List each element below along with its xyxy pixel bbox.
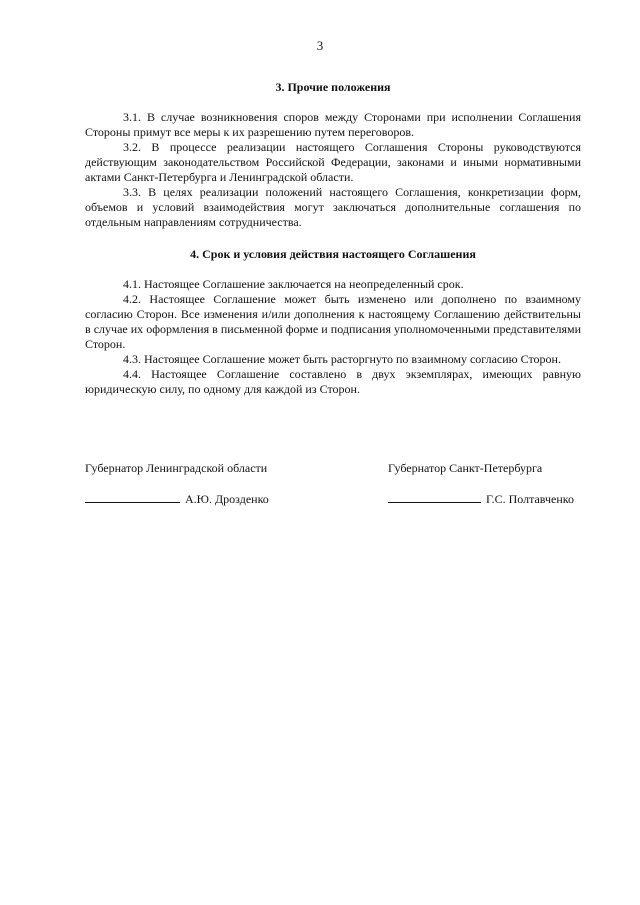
paragraph-4-1: 4.1. Настоящее Соглашение заключается на неопределенный срок. [123,277,464,291]
page-number: 3 [316,38,324,53]
signatory-name-left: А.Ю. Дрозденко [185,492,269,506]
section-4-title: 4. Срок и условия действия настоящего Соглашения [190,247,476,261]
signature-line-row-right [388,491,574,507]
signature-left [85,461,305,506]
section-other-provisions [85,80,581,230]
signature-line-left [85,491,180,503]
paragraph-4-2: 4.2. Настоящее Соглашение может быть изменено или дополнено по взаимному согласию Сторон. Все изменения и/или дополнения к настоящему Соглашению действительны в случае их оформления в письменной форме и подписания уполномоченными представителями Сторон. [85,292,581,351]
signature-line-right [388,491,481,503]
signatory-title-right: Губернатор Санкт-Петербурга [388,461,543,475]
paragraph-3-3: 3.3. В целях реализации положений настоящего Соглашения, конкретизации форм, объемов и условий взаимодействия могут заключаться дополнительные соглашения по отдельным направлениям сотрудничества. [85,185,581,229]
section-3-title: 3. Прочие положения [275,80,391,94]
signatory-title-left: Губернатор Ленинградской области [85,461,268,475]
paragraph-3-1: 3.1. В случае возникновения споров между Сторонами при исполнении Соглашения Стороны примут все меры к их разрешению путем переговоров. [85,110,581,139]
signature-right [388,461,583,506]
signatory-name-right: Г.С. Полтавченко [486,492,575,506]
paragraph-4-4: 4.4. Настоящее Соглашение составлено в двух экземплярах, имеющих равную юридическую силу, по одному для каждой из Сторон. [85,367,581,396]
paragraph-3-2: 3.2. В процессе реализации настоящего Соглашения Стороны руководствуются действующим законодательством Российской Федерации, законами и иными нормативными актами Санкт-Петербурга и Ленинградской области. [85,140,581,184]
paragraph-4-3: 4.3. Настоящее Соглашение может быть расторгнуто по взаимному согласию Сторон. [123,352,561,366]
section-term-and-conditions [85,247,581,397]
signature-line-row-left [85,491,269,507]
